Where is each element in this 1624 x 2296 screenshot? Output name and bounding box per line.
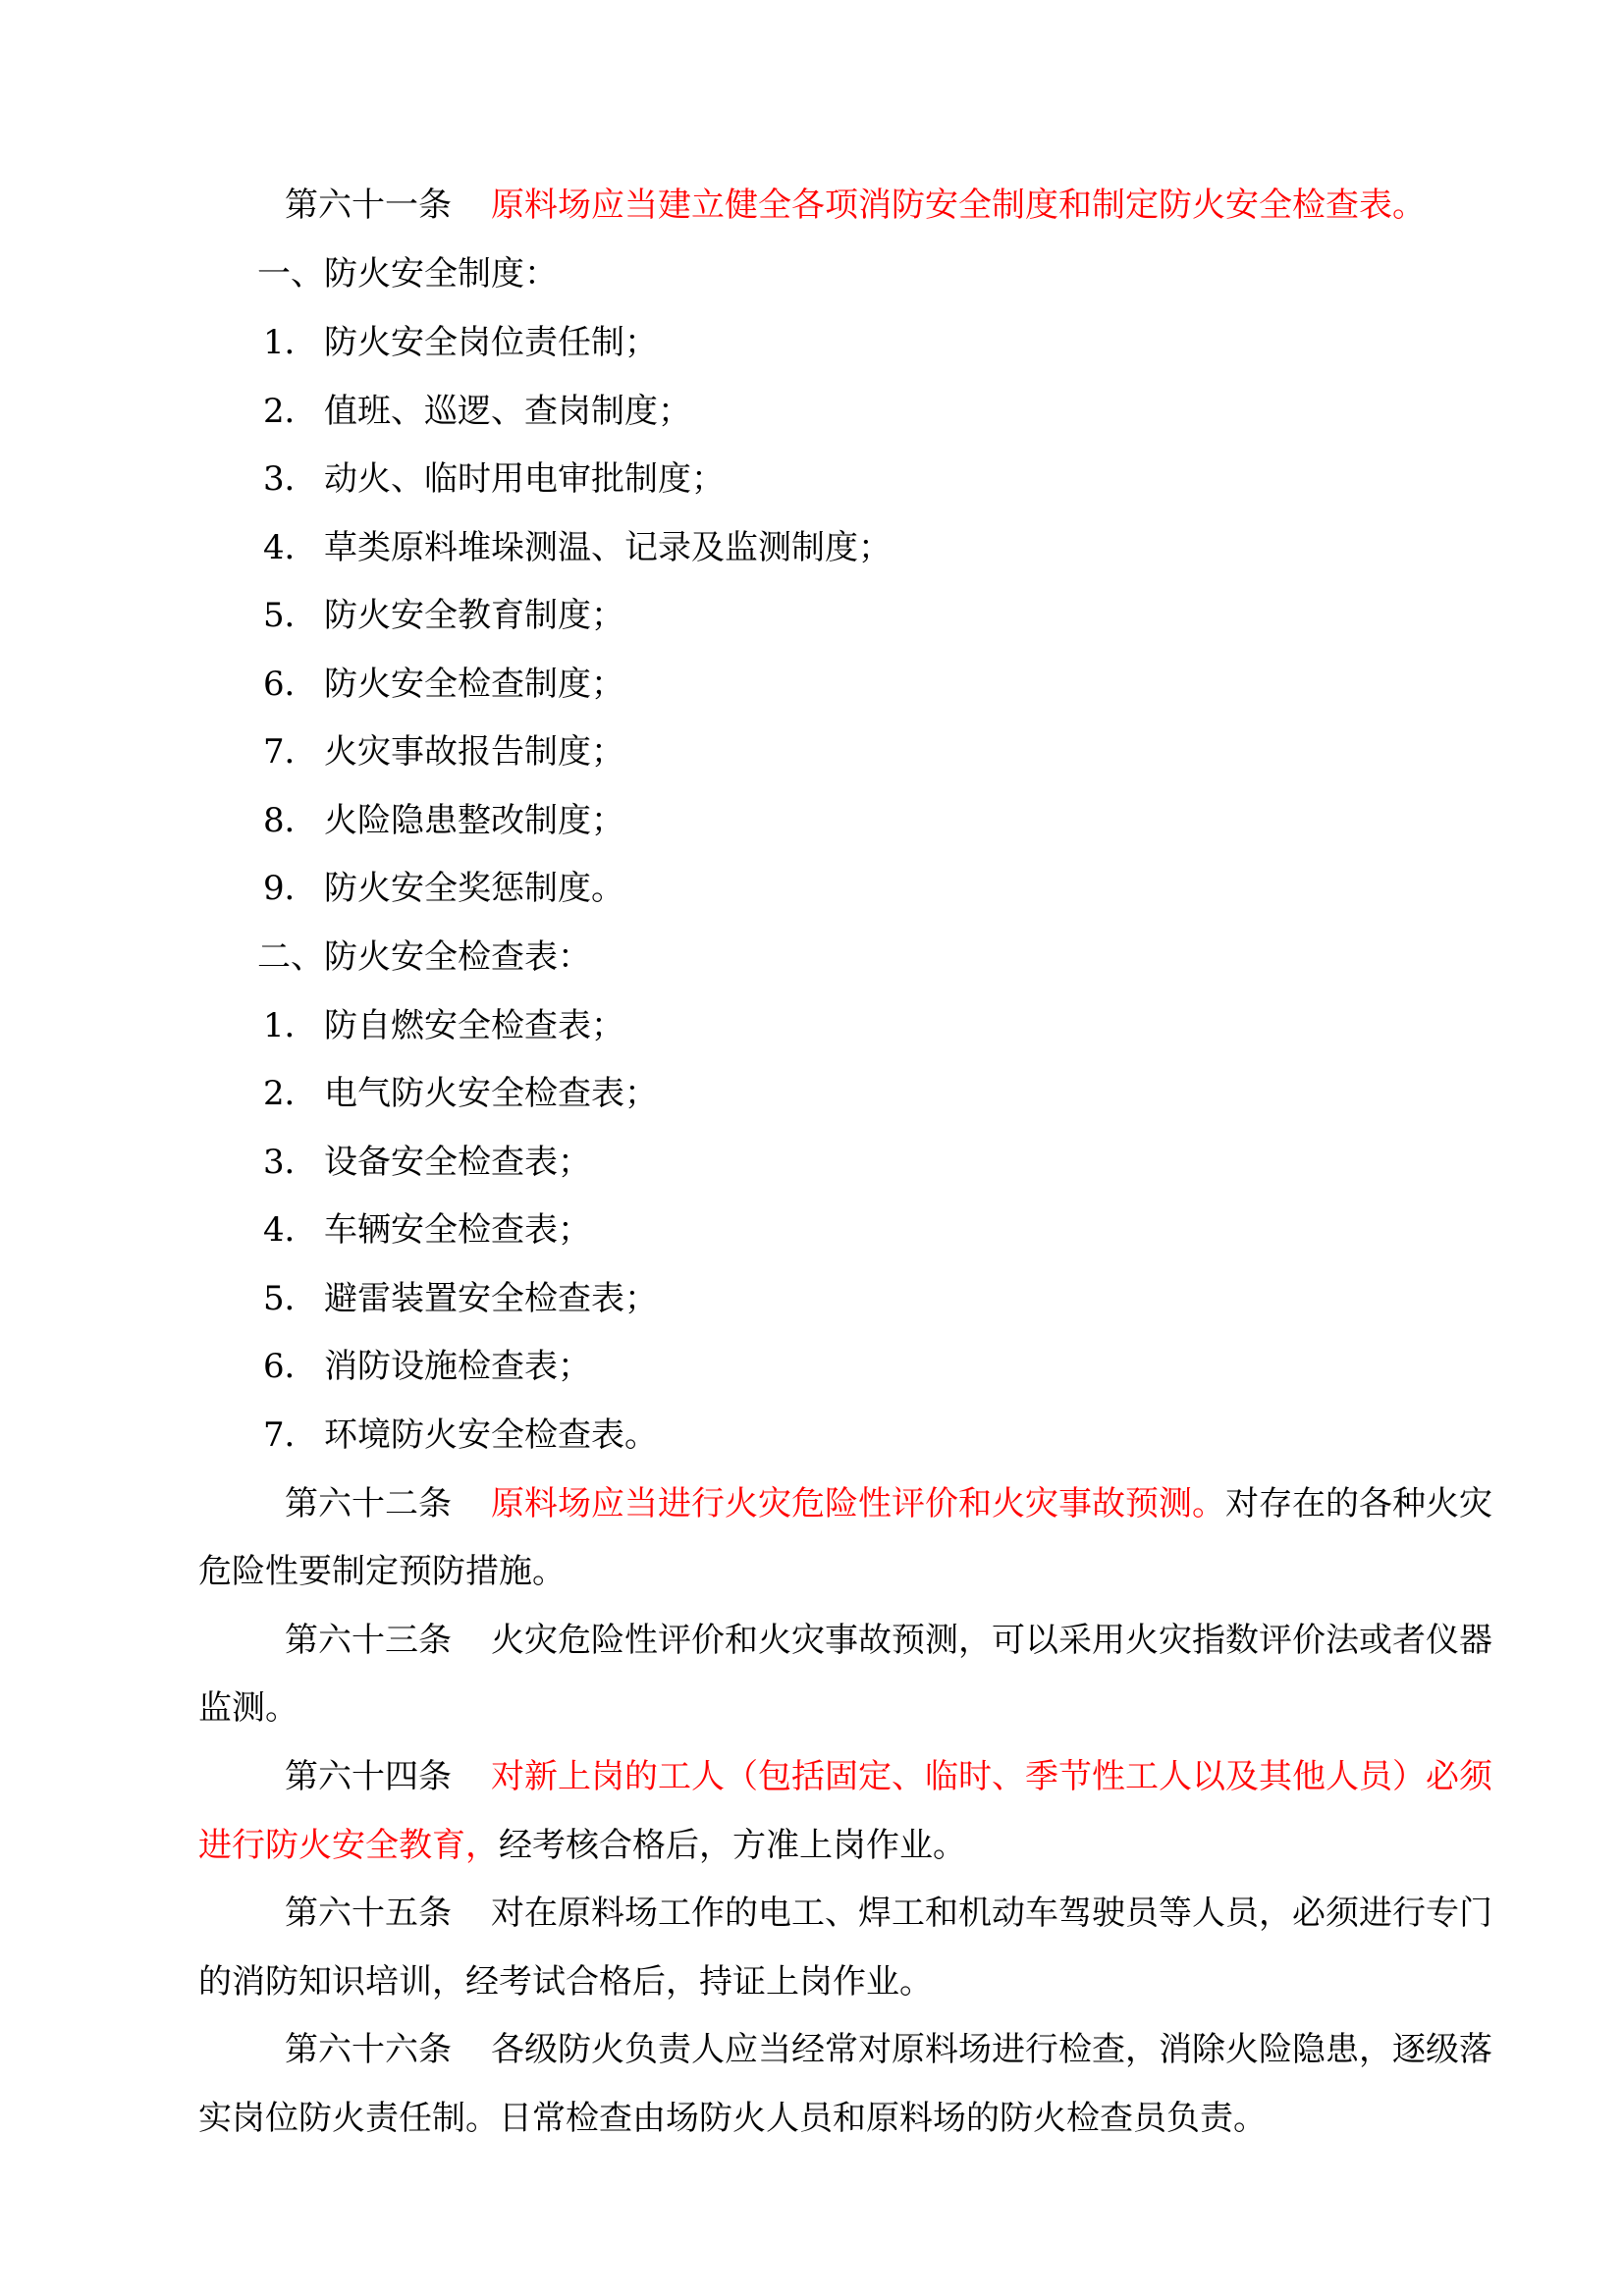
section-2-item [263, 1277, 658, 1320]
item-number: 5． [263, 596, 318, 635]
article-63-line-2: 监测。 [198, 1688, 298, 1728]
section-1-item [263, 663, 624, 706]
item-number: 4． [263, 1210, 318, 1250]
article-64-text: 经考核合格后，方准上岗作业。 [499, 1826, 966, 1865]
item-number: 8． [263, 801, 318, 840]
article-64-red-text: 对新上岗的工人（包括固定、临时、季节性工人以及其他人员）必须 [491, 1757, 1492, 1796]
section-2-item [263, 1072, 658, 1115]
article-66-text: 各级防火负责人应当经常对原料场进行检查，消除火险隐患，逐级落 [491, 2030, 1492, 2069]
article-66-line-2: 实岗位防火责任制。日常检查由场防火人员和原料场的防火检查员负责。 [198, 2099, 1267, 2138]
article-61-title: 原料场应当建立健全各项消防安全制度和制定防火安全检查表。 [491, 186, 1426, 225]
section-2-heading: 二、防火安全检查表： [257, 937, 591, 977]
item-text: 防火安全岗位责任制； [324, 323, 658, 362]
section-1-item [263, 730, 624, 774]
item-number: 1． [263, 1006, 318, 1045]
item-number: 1． [263, 323, 318, 362]
item-number: 6． [263, 1347, 318, 1386]
item-number: 2． [263, 392, 318, 431]
section-2-item [263, 1414, 658, 1457]
item-text: 值班、巡逻、查岗制度； [324, 392, 691, 431]
section-1-item [263, 457, 725, 501]
section-1-heading: 一、防火安全制度： [257, 254, 558, 294]
article-66-label: 第六十六条 [285, 2030, 452, 2069]
article-64-line-1 [285, 1755, 1492, 1798]
item-text: 环境防火安全检查表。 [324, 1415, 658, 1455]
item-text: 防自燃安全检查表； [324, 1006, 624, 1045]
section-2-item [263, 1141, 591, 1184]
item-text: 火险隐患整改制度； [324, 801, 624, 840]
section-2-item [263, 1345, 591, 1388]
article-61-label: 第六十一条 [285, 186, 452, 225]
item-text: 防火安全奖惩制度。 [324, 869, 624, 908]
section-1-item [263, 526, 892, 569]
section-1-item [263, 867, 624, 910]
item-number: 7． [263, 732, 318, 772]
article-62-line-2: 危险性要制定预防措施。 [198, 1552, 566, 1591]
item-number: 3． [263, 459, 318, 499]
article-63-text: 火灾危险性评价和火灾事故预测，可以采用火灾指数评价法或者仪器 [491, 1621, 1492, 1660]
item-text: 车辆安全检查表； [324, 1210, 591, 1250]
article-62-text: 对存在的各种火灾 [1225, 1484, 1492, 1523]
item-text: 草类原料堆垛测温、记录及监测制度； [324, 528, 892, 567]
article-62-red-text: 原料场应当进行火灾危险性评价和火灾事故预测。 [491, 1484, 1225, 1523]
item-text: 避雷装置安全检查表； [324, 1279, 658, 1318]
item-number: 9． [263, 869, 318, 908]
article-62-label: 第六十二条 [285, 1484, 452, 1523]
item-number: 2． [263, 1074, 318, 1113]
item-text: 设备安全检查表； [324, 1143, 591, 1182]
section-2-item [263, 1004, 624, 1047]
article-65-line-2: 的消防知识培训，经考试合格后，持证上岗作业。 [198, 1962, 933, 2002]
item-number: 5． [263, 1279, 318, 1318]
item-number: 3． [263, 1143, 318, 1182]
article-63-label: 第六十三条 [285, 1621, 452, 1660]
item-number: 4． [263, 528, 318, 567]
item-text: 消防设施检查表； [324, 1347, 591, 1386]
section-1-item [263, 321, 658, 364]
article-62-line-1 [285, 1482, 1492, 1525]
article-64-red-text-2: 进行防火安全教育， [198, 1826, 499, 1865]
article-63-line-1 [285, 1619, 1492, 1662]
article-64-label: 第六十四条 [285, 1757, 452, 1796]
article-61-line [285, 184, 1426, 227]
item-text: 火灾事故报告制度； [324, 732, 624, 772]
article-65-label: 第六十五条 [285, 1894, 452, 1933]
item-text: 动火、临时用电审批制度； [324, 459, 725, 499]
item-number: 6． [263, 665, 318, 704]
section-1-item [263, 799, 624, 842]
item-text: 防火安全教育制度； [324, 596, 624, 635]
item-text: 电气防火安全检查表； [324, 1074, 658, 1113]
item-number: 7． [263, 1415, 318, 1455]
article-64-line-2 [198, 1824, 966, 1867]
section-1-item [263, 594, 624, 637]
article-65-line-1 [285, 1892, 1492, 1935]
article-65-text: 对在原料场工作的电工、焊工和机动车驾驶员等人员，必须进行专门 [491, 1894, 1492, 1933]
section-1-item [263, 390, 691, 433]
item-text: 防火安全检查制度； [324, 665, 624, 704]
article-66-line-1 [285, 2028, 1492, 2071]
section-2-item [263, 1208, 591, 1252]
